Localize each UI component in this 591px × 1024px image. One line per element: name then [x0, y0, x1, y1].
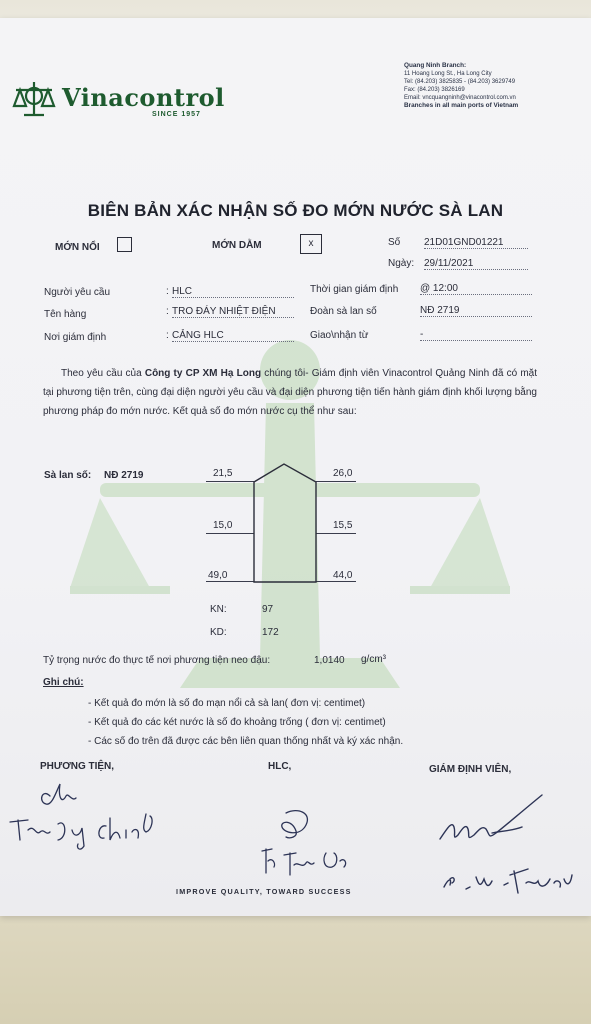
barge-outline-icon	[252, 462, 320, 586]
barge-number: NĐ 2719	[104, 470, 144, 481]
mid-left-value: 15,0	[213, 520, 233, 531]
ten-hang-label: Tên hàng	[44, 309, 87, 320]
so-value: 21D01GND01221	[424, 237, 528, 249]
sig-giam-dinh-vien: GIÁM ĐỊNH VIÊN,	[429, 764, 512, 775]
branch-email: Email: vncquangninh@vinacontrol.com.vn	[404, 95, 516, 101]
kn-label: KN:	[210, 604, 227, 615]
company-logo	[12, 76, 225, 120]
signature-phuong-tien	[6, 778, 156, 858]
fwd-left-value: 21,5	[213, 468, 233, 479]
notes-title: Ghi chú:	[43, 677, 84, 688]
branch-address: 11 Hoang Long St., Ha Long City	[404, 71, 492, 77]
sig-hlc: HLC,	[268, 761, 292, 772]
colon: :	[166, 306, 169, 317]
note-item: - Kết quả đo mớn là số đo mạn nổi cả sà lan( đơn vị: centimet)	[88, 698, 366, 709]
mid-right-value: 15,5	[333, 520, 353, 531]
mon-noi-label: MỚN NỔI	[55, 242, 100, 253]
kd-label: KD:	[210, 627, 227, 638]
noi-giam-dinh-label: Nơi giám định	[44, 332, 107, 343]
scale-logo-icon	[12, 76, 56, 120]
mon-noi-checkbox[interactable]	[117, 237, 132, 252]
aft-right-line	[316, 581, 356, 582]
thoi-gian-label: Thời gian giám định	[310, 284, 399, 295]
nguoi-yeu-cau-value: HLC	[172, 286, 294, 298]
mid-right-line	[316, 533, 356, 534]
document-page	[0, 18, 591, 916]
ten-hang-value: TRO ĐÁY NHIỆT ĐIỆN	[172, 306, 294, 318]
nguoi-yeu-cau-label: Người yêu cầu	[44, 287, 111, 298]
branch-fax: Fax: (84.203) 3826169	[404, 87, 465, 93]
density-value: 1,0140	[314, 655, 345, 666]
noi-giam-dinh-value: CẢNG HLC	[172, 330, 294, 342]
logo-text: Vinacontrol	[62, 83, 225, 112]
ngay-label: Ngày:	[388, 258, 415, 269]
aft-left-value: 49,0	[208, 570, 228, 581]
density-label: Tỷ trọng nước đo thực tế nơi phương tiện neo đậu:	[43, 655, 271, 666]
logo-since: SINCE 1957	[152, 111, 201, 118]
note-item: - Các số đo trên đã được các bên liên quan thống nhất và ký xác nhận.	[88, 736, 404, 747]
signature-hlc	[236, 803, 366, 893]
kd-value: 172	[262, 627, 279, 638]
doan-sa-lan-value: NĐ 2719	[420, 305, 532, 317]
giao-nhan-value: -	[420, 329, 532, 341]
aft-right-value: 44,0	[333, 570, 353, 581]
fwd-right-value: 26,0	[333, 468, 353, 479]
aft-left-line	[206, 581, 254, 582]
colon: :	[166, 286, 169, 297]
note-item: - Kết quả đo các két nước là số đo khoảng trống ( đơn vị: centimet)	[88, 717, 386, 728]
intro-paragraph	[43, 364, 537, 421]
para-start: Theo yêu cầu của	[61, 368, 145, 379]
fwd-left-line	[206, 481, 254, 482]
branch-info	[404, 62, 518, 110]
thoi-gian-value: @ 12:00	[420, 283, 532, 295]
mon-dam-label: MỚN DẰM	[212, 240, 262, 251]
branch-tel: Tel: (84.203) 3825835 - (84.203) 3629749	[404, 79, 516, 85]
slogan: IMPROVE QUALITY, TOWARD SUCCESS	[176, 887, 352, 896]
so-label: Số	[388, 237, 401, 248]
ngay-value: 29/11/2021	[424, 258, 528, 270]
signature-giam-dinh-vien	[430, 783, 580, 903]
company-name: Công ty CP XM Hạ Long	[144, 368, 262, 379]
para-rest: chúng tôi- Giám định viên Vinacontrol Quảng Ninh đã có mặt tại phương tiện trên, cùng đại diện người yêu cầu và đại diện phương tiện tiến hành giám định khối lượng bằng phương pháp đo mớn nước. Kết quả số đo mớn nước cụ thể như sau:	[43, 368, 537, 417]
mon-dam-checkbox[interactable]: x	[300, 234, 322, 254]
branch-ports: Branches in all main ports of Vietnam	[404, 102, 519, 109]
mid-left-line	[206, 533, 254, 534]
fwd-right-line	[316, 481, 356, 482]
document-title: BIÊN BẢN XÁC NHẬN SỐ ĐO MỚN NƯỚC SÀ LAN	[87, 201, 504, 220]
giao-nhan-label: Giao\nhận từ	[310, 330, 369, 341]
branch-title: Quang Ninh Branch:	[404, 62, 467, 69]
barge-label: Sà lan số:	[44, 470, 92, 481]
doan-sa-lan-label: Đoàn sà lan số	[310, 306, 377, 317]
kn-value: 97	[262, 604, 274, 615]
sig-phuong-tien: PHƯƠNG TIỆN,	[40, 761, 115, 772]
density-unit: g/cm³	[361, 654, 386, 665]
colon: :	[166, 330, 169, 341]
